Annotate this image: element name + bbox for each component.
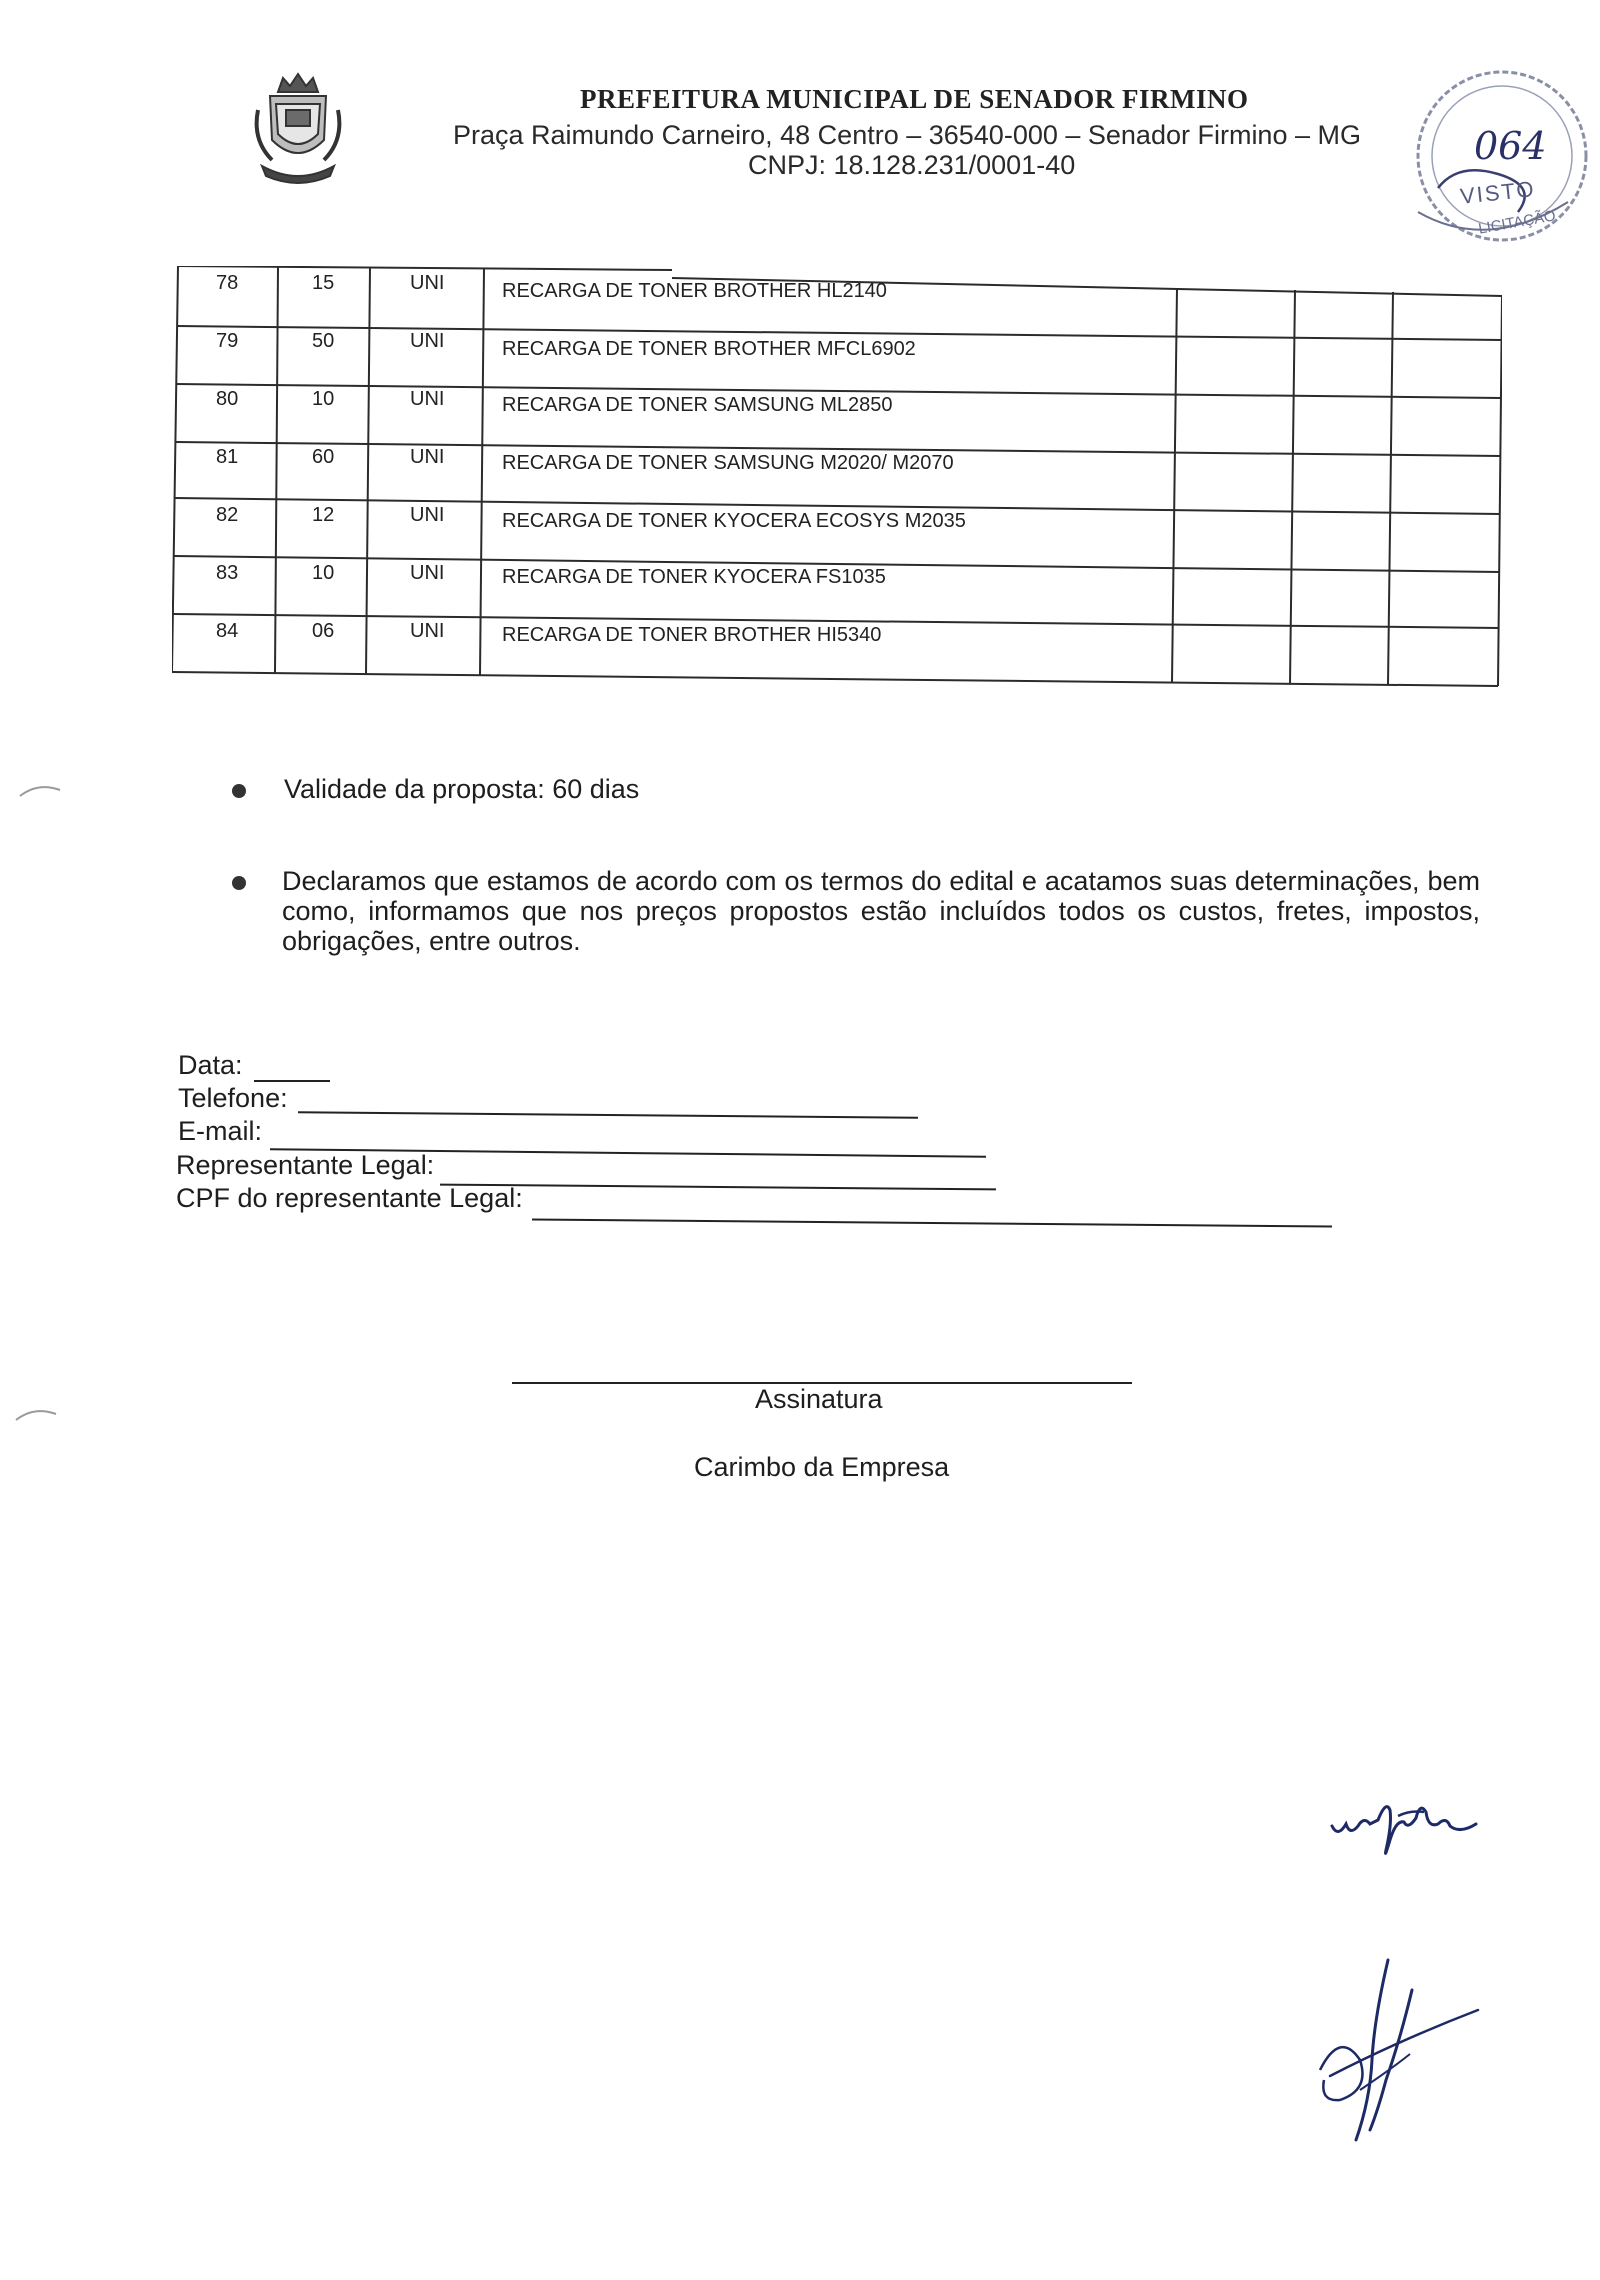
item-unit: UNI xyxy=(410,330,445,352)
item-quantity: 60 xyxy=(312,446,335,468)
stamp-text: VISTO xyxy=(1458,176,1537,209)
item-description: RECARGA DE TONER KYOCERA ECOSYS M2035 xyxy=(502,510,966,532)
signature-label: Assinatura xyxy=(755,1384,883,1414)
phone-field-line xyxy=(298,1111,918,1118)
item-number: 84 xyxy=(216,620,239,642)
phone-label: Telefone: xyxy=(178,1083,288,1113)
proposal-validity: Validade da proposta: 60 dias xyxy=(284,774,640,804)
stamp-arc-text: LICITAÇÃO xyxy=(1477,207,1557,238)
item-unit: UNI xyxy=(410,272,445,294)
item-unit: UNI xyxy=(410,388,445,410)
item-number: 78 xyxy=(216,272,239,294)
company-stamp-label: Carimbo da Empresa xyxy=(694,1452,950,1482)
handwritten-rubric-icon xyxy=(1320,1780,1560,1870)
stamp-number: 064 xyxy=(1474,124,1547,168)
item-quantity: 10 xyxy=(312,562,335,584)
item-unit: UNI xyxy=(410,620,445,642)
item-description: RECARGA DE TONER SAMSUNG ML2850 xyxy=(502,394,893,416)
legal-representative-field-line xyxy=(440,1184,996,1191)
scan-mark-icon xyxy=(18,780,62,800)
item-description: RECARGA DE TONER SAMSUNG M2020/ M2070 xyxy=(502,452,954,474)
municipal-crest-icon xyxy=(248,70,348,188)
item-description: RECARGA DE TONER KYOCERA FS1035 xyxy=(502,566,886,588)
scan-mark-icon xyxy=(14,1404,58,1424)
item-number: 82 xyxy=(216,504,239,526)
item-number: 83 xyxy=(216,562,239,584)
item-quantity: 50 xyxy=(312,330,335,352)
protocol-stamp xyxy=(1398,62,1598,252)
table-row xyxy=(172,498,1502,556)
item-quantity: 10 xyxy=(312,388,335,410)
handwritten-signature-icon xyxy=(1300,1950,1500,2150)
item-description: RECARGA DE TONER BROTHER MFCL6902 xyxy=(502,338,916,360)
representative-cpf-label: CPF do representante Legal: xyxy=(176,1183,523,1213)
table-row xyxy=(172,614,1502,672)
table-row xyxy=(172,324,1502,382)
header-cnpj: CNPJ: 18.128.231/0001-40 xyxy=(748,150,1076,180)
item-unit: UNI xyxy=(410,504,445,526)
item-number: 79 xyxy=(216,330,239,352)
header-title: PREFEITURA MUNICIPAL DE SENADOR FIRMINO xyxy=(580,84,1249,114)
table-row xyxy=(172,556,1502,614)
item-quantity: 12 xyxy=(312,504,335,526)
item-number: 81 xyxy=(216,446,239,468)
representative-cpf-field-line xyxy=(532,1219,1332,1228)
declaration-text: Declaramos que estamos de acordo com os termos do edital e acatamos suas determinações, bem como, informamos que nos preços propostos estão incluídos todos os custos, fretes, impostos, obrigações, entre outros. xyxy=(282,866,1480,956)
date-label: Data: xyxy=(178,1050,243,1080)
items-table xyxy=(172,266,1502,696)
item-unit: UNI xyxy=(410,562,445,584)
date-field-line xyxy=(254,1080,330,1082)
table-row xyxy=(172,440,1502,498)
item-quantity: 15 xyxy=(312,272,335,294)
header-address: Praça Raimundo Carneiro, 48 Centro – 36540-000 – Senador Firmino – MG xyxy=(453,120,1361,150)
item-description: RECARGA DE TONER BROTHER HI5340 xyxy=(502,624,882,646)
bullet-icon xyxy=(232,876,246,890)
item-quantity: 06 xyxy=(312,620,335,642)
email-label: E-mail: xyxy=(178,1116,263,1146)
table-row xyxy=(172,382,1502,440)
bullet-icon xyxy=(232,784,246,798)
legal-representative-label: Representante Legal: xyxy=(176,1150,435,1180)
item-number: 80 xyxy=(216,388,239,410)
item-description: RECARGA DE TONER BROTHER HL2140 xyxy=(502,280,887,302)
table-row xyxy=(172,266,1502,324)
item-unit: UNI xyxy=(410,446,445,468)
